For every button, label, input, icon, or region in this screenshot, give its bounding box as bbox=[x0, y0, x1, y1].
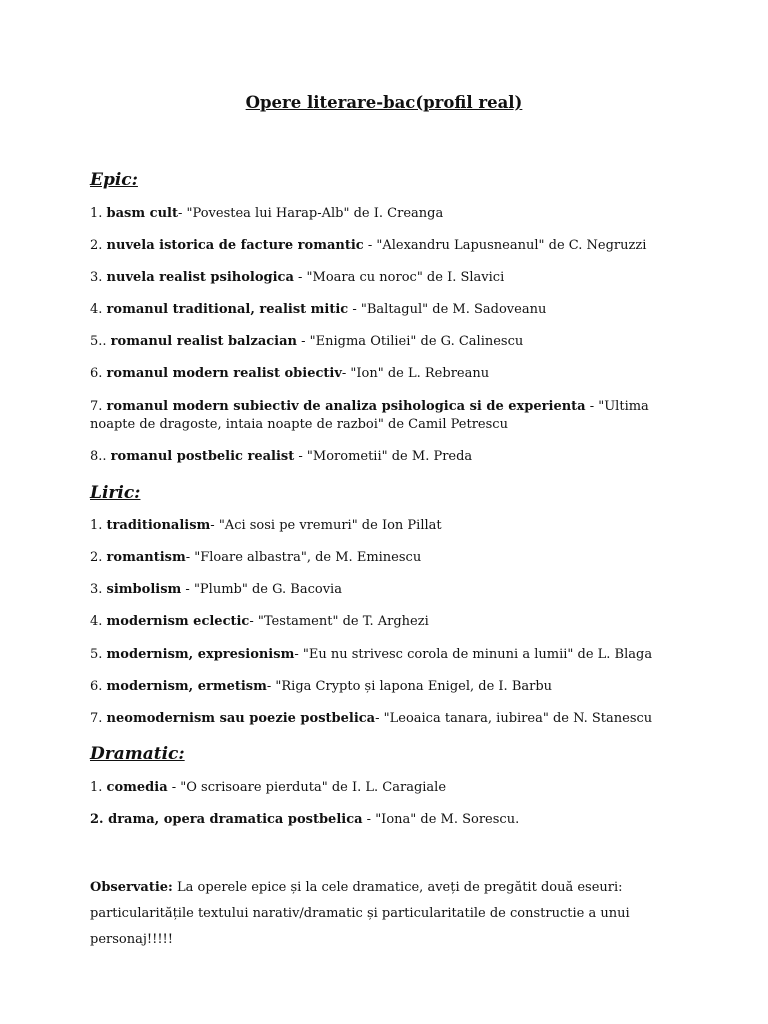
list-item bbox=[90, 333, 690, 351]
item-term: modernism eclectic bbox=[106, 614, 250, 629]
item-description: - "Ultima noapte de dragoste, intaia noapte de razboi" de Camil Petrescu bbox=[90, 399, 649, 432]
item-number: 6. bbox=[90, 366, 107, 381]
list-item bbox=[90, 646, 690, 664]
item-term: romanul postbelic realist bbox=[110, 449, 295, 464]
item-number: 7. bbox=[90, 711, 107, 726]
list-item bbox=[90, 779, 690, 797]
list-item bbox=[90, 398, 650, 434]
item-term: romanul modern subiectiv de analiza psihologica si de experienta bbox=[106, 399, 586, 414]
item-number: 5.. bbox=[90, 334, 111, 349]
list-item bbox=[90, 581, 690, 599]
list-item bbox=[90, 365, 690, 383]
item-description: - "Iona" de M. Sorescu. bbox=[362, 812, 520, 827]
item-description: - "Moara cu noroc" de I. Slavici bbox=[293, 270, 505, 285]
item-term: nuvela istorica de facture romantic bbox=[106, 238, 364, 253]
item-term: romanul traditional, realist mitic bbox=[106, 302, 349, 317]
item-description: - "Eu nu strivesc corola de minuni a lumii" de L. Blaga bbox=[294, 647, 653, 662]
list-item bbox=[90, 205, 690, 223]
item-description: - "Alexandru Lapusneanul" de C. Negruzzi bbox=[363, 238, 647, 253]
item-term: romanul modern realist obiectiv bbox=[106, 366, 342, 381]
page-title: Opere literare-bac(profil real) bbox=[245, 93, 523, 112]
item-description: - "Riga Crypto și lapona Enigel, de I. Barbu bbox=[266, 679, 553, 694]
list-item bbox=[90, 678, 690, 696]
item-term: drama, opera dramatica postbelica bbox=[108, 812, 363, 827]
item-term: romantism bbox=[106, 550, 186, 565]
item-term: traditionalism bbox=[106, 518, 211, 533]
note-text: La operele epice și la cele dramatice, aveți de pregătit două eseuri: particularitățile textului narativ/dramatic și particularitatile de constructie a unui personaj!!!!! bbox=[90, 880, 630, 947]
item-description: - "Aci sosi pe vremuri" de Ion Pillat bbox=[210, 518, 442, 533]
item-term: nuvela realist psihologica bbox=[106, 270, 294, 285]
item-number: 1. bbox=[90, 206, 107, 221]
list-item bbox=[90, 517, 690, 535]
item-description: - "Leoaica tanara, iubirea" de N. Stanescu bbox=[375, 711, 653, 726]
item-number: 2. bbox=[90, 550, 107, 565]
list-item bbox=[90, 448, 690, 466]
item-description: - "Povestea lui Harap-Alb" de I. Creanga bbox=[177, 206, 444, 221]
item-description: - "Enigma Otiliei" de G. Calinescu bbox=[297, 334, 524, 349]
item-number: 1. bbox=[90, 780, 107, 795]
item-term: modernism, expresionism bbox=[106, 647, 295, 662]
item-number: 4. bbox=[90, 614, 107, 629]
section-heading-dramatic: Dramatic: bbox=[90, 744, 185, 764]
item-term: simbolism bbox=[106, 582, 182, 597]
item-description: - "Floare albastra", de M. Eminescu bbox=[185, 550, 422, 565]
list-item bbox=[90, 811, 690, 829]
list-item bbox=[90, 549, 690, 567]
item-number: 2. bbox=[90, 812, 109, 827]
item-term: neomodernism sau poezie postbelica bbox=[106, 711, 376, 726]
observation-note bbox=[90, 875, 680, 953]
item-number: 6. bbox=[90, 679, 107, 694]
item-description: - "O scrisoare pierduta" de I. L. Caragiale bbox=[167, 780, 447, 795]
item-number: 1. bbox=[90, 518, 107, 533]
item-number: 5. bbox=[90, 647, 107, 662]
note-label: Observatie: bbox=[90, 880, 173, 895]
item-number: 8.. bbox=[90, 449, 111, 464]
list-item bbox=[90, 613, 690, 631]
item-description: - "Baltagul" de M. Sadoveanu bbox=[348, 302, 547, 317]
item-description: - "Plumb" de G. Bacovia bbox=[181, 582, 342, 597]
item-description: - "Testament" de T. Arghezi bbox=[249, 614, 429, 629]
item-term: comedia bbox=[106, 780, 168, 795]
list-item bbox=[90, 237, 690, 255]
section-heading-epic: Epic: bbox=[90, 170, 138, 190]
item-term: basm cult bbox=[106, 206, 178, 221]
item-term: modernism, ermetism bbox=[106, 679, 267, 694]
list-item bbox=[90, 269, 690, 287]
list-item bbox=[90, 710, 690, 728]
section-heading-liric: Liric: bbox=[90, 483, 141, 503]
item-number: 4. bbox=[90, 302, 107, 317]
list-item bbox=[90, 301, 690, 319]
item-description: - "Ion" de L. Rebreanu bbox=[341, 366, 490, 381]
item-number: 3. bbox=[90, 270, 107, 285]
item-number: 3. bbox=[90, 582, 107, 597]
item-description: - "Morometii" de M. Preda bbox=[294, 449, 473, 464]
item-number: 7. bbox=[90, 399, 107, 414]
item-term: romanul realist balzacian bbox=[110, 334, 297, 349]
item-number: 2. bbox=[90, 238, 107, 253]
